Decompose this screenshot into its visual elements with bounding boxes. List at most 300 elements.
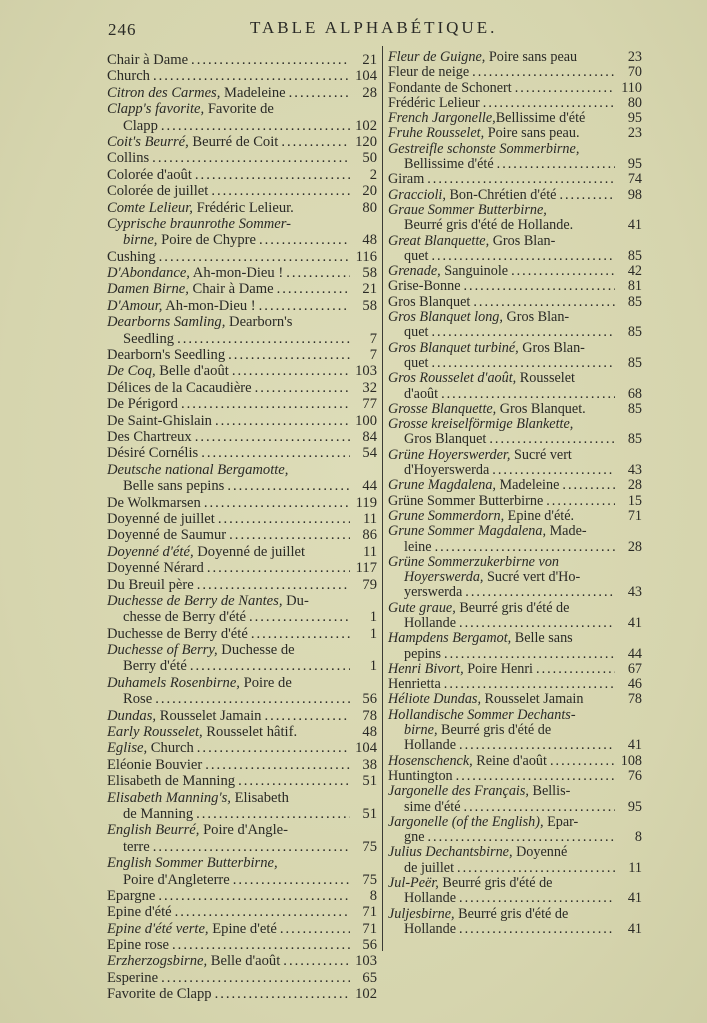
entry-text: [388, 50, 577, 65]
entry-text: [388, 555, 559, 570]
entry-text: [107, 52, 188, 68]
page-reference: 104: [355, 68, 377, 85]
dot-leader: [536, 662, 615, 677]
page-reference: 85: [627, 400, 642, 417]
dot-leader: [550, 754, 615, 769]
index-entry: [388, 234, 642, 265]
entry-text: [404, 157, 494, 172]
page-reference: 74: [627, 171, 642, 188]
page-reference: 11: [628, 859, 642, 876]
entry-text: [388, 142, 579, 157]
entry-line: [388, 601, 642, 616]
entry-synonym: Great Blanquette,: [388, 232, 490, 249]
entry-text: [123, 118, 158, 134]
entry-text: [107, 462, 288, 478]
entry-line: [107, 265, 377, 281]
entry-name: Duchesse de Berry d'été: [107, 625, 248, 642]
entry-synonym: De Coq,: [107, 363, 156, 380]
entry-name: Rousselet Jamain: [481, 691, 584, 708]
entry-line: [388, 218, 642, 233]
entry-line: [107, 970, 377, 986]
index-entry: [107, 183, 377, 199]
entry-synonym: Clapp's favorite,: [107, 101, 205, 118]
page-number: 246: [108, 20, 137, 39]
entry-text: [404, 249, 428, 264]
entry-synonym: French Jargonelle,: [388, 110, 496, 127]
entry-name: Beurré gris d'été de: [454, 905, 569, 922]
entry-text: [123, 839, 150, 855]
entry-line: [388, 708, 642, 723]
entry-line: [107, 609, 377, 625]
index-entry: [107, 200, 377, 216]
index-entry: [388, 815, 642, 846]
page-reference: 15: [627, 492, 642, 509]
entry-text: [404, 325, 428, 340]
entry-text: [123, 331, 174, 347]
entry-name: Epine rose: [107, 937, 170, 954]
dot-leader: [211, 183, 350, 199]
entry-line: [388, 845, 642, 860]
entry-synonym: Héliote Dundas,: [388, 691, 481, 708]
index-entry: [107, 855, 377, 888]
entry-line: [388, 616, 642, 631]
entry-line: [388, 234, 642, 249]
dot-leader: [289, 85, 350, 101]
entry-name: chesse de Berry d'été: [123, 609, 246, 626]
entry-line: [388, 784, 642, 799]
entry-text: [388, 417, 573, 432]
entry-name: Madeleine: [495, 477, 560, 494]
entry-line: [388, 310, 642, 325]
entry-name: Hollande: [404, 614, 457, 631]
entry-name: Chair à Dame: [188, 281, 274, 298]
entry-text: [404, 218, 573, 233]
entry-text: [123, 609, 246, 625]
entry-name: Rose: [123, 691, 153, 708]
entry-line: [388, 754, 642, 769]
entry-synonym: Duhamels Rosenbirne,: [107, 674, 240, 691]
entry-text: [388, 264, 508, 279]
entry-text: [107, 85, 286, 101]
entry-name: d'Hoyerswerda: [404, 462, 490, 479]
entry-text: [388, 172, 424, 187]
index-entry: [388, 295, 642, 310]
entry-text: [107, 511, 215, 527]
entry-synonym: Comte Lelieur,: [107, 199, 193, 216]
entry-line: [388, 432, 642, 447]
index-entry: [388, 341, 642, 372]
entry-synonym: Grosse Blanquette,: [388, 400, 497, 417]
entry-line: [388, 65, 642, 80]
page-reference: 80: [627, 94, 642, 111]
entry-line: [388, 249, 642, 264]
entry-synonym: Deutsche national Bergamotte,: [107, 461, 289, 478]
entry-text: [107, 822, 288, 838]
entry-name: Colorée d'août: [107, 166, 192, 183]
index-column-right: [388, 50, 642, 937]
entry-line: [388, 126, 642, 141]
entry-name: Rousselet hâtif.: [202, 724, 298, 741]
entry-name: Gros Blan-: [502, 309, 570, 326]
entry-line: [388, 264, 642, 279]
dot-leader: [195, 167, 350, 183]
entry-name: Epine d'été: [107, 904, 172, 921]
index-entry: [107, 593, 377, 626]
entry-text: [107, 708, 261, 724]
dot-leader: [249, 609, 350, 625]
index-entry: [107, 445, 377, 461]
entry-synonym: birne,: [404, 722, 438, 739]
page-title: TABLE ALPHABÉTIQUE.: [250, 18, 498, 37]
entry-line: [388, 524, 642, 539]
index-entry: [107, 167, 377, 183]
entry-line: [388, 677, 642, 692]
dot-leader: [473, 295, 615, 310]
page-reference: 95: [627, 798, 642, 815]
entry-name: Poire d'Angle-: [199, 822, 288, 839]
entry-synonym: Juljesbirne,: [388, 905, 455, 922]
page-reference: 7: [369, 347, 377, 364]
dot-leader: [215, 413, 350, 429]
entry-name: Giram: [388, 171, 425, 188]
entry-synonym: Julius Dechantsbirne,: [388, 844, 513, 861]
dot-leader: [158, 888, 350, 904]
entry-line: [107, 872, 377, 888]
entry-line: [388, 157, 642, 172]
entry-name: Beurré gris d'été de: [438, 875, 553, 892]
entry-line: [107, 331, 377, 347]
entry-name: Rousselet Jamain: [156, 707, 262, 724]
page-reference: 85: [627, 324, 642, 341]
dot-leader: [483, 96, 615, 111]
entry-text: [107, 68, 150, 84]
entry-line: [388, 907, 642, 922]
page-reference: 21: [362, 281, 377, 298]
entry-synonym: Gestreifle schonste Sommerbirne,: [388, 140, 580, 157]
entry-text: [123, 691, 152, 707]
page-reference: 43: [627, 462, 642, 479]
entry-text: [388, 494, 543, 509]
entry-line: [388, 478, 642, 493]
page-reference: 21: [362, 52, 377, 68]
index-entry: [107, 790, 377, 823]
dot-leader: [227, 478, 350, 494]
page-reference: 71: [362, 904, 377, 921]
index-entry: [107, 429, 377, 445]
entry-name: Epine d'été.: [504, 507, 575, 524]
entry-text: [404, 830, 425, 845]
index-entry: [107, 281, 377, 297]
entry-text: [388, 815, 578, 830]
page-reference: 68: [627, 385, 642, 402]
dot-leader: [465, 585, 615, 600]
entry-line: [388, 188, 642, 203]
index-entry: [107, 314, 377, 347]
page-reference: 8: [369, 887, 377, 904]
entry-synonym: Gros Blanquet turbiné,: [388, 339, 519, 356]
entry-text: [107, 527, 226, 543]
entry-name: Seedling: [123, 330, 175, 347]
index-entry: [107, 216, 377, 249]
index-entry: [107, 396, 377, 412]
index-entry: [107, 85, 377, 101]
page-reference: 7: [369, 330, 377, 347]
entry-name: Des Chartreux: [107, 428, 192, 445]
dot-leader: [431, 325, 615, 340]
page-reference: 103: [355, 953, 377, 970]
page-reference: 78: [627, 691, 642, 708]
dot-leader: [259, 232, 350, 248]
dot-leader: [197, 740, 350, 756]
entry-name: sime d'été: [404, 798, 461, 815]
entry-name: quet: [404, 354, 429, 371]
entry-line: [107, 167, 377, 183]
dot-leader: [161, 970, 350, 986]
entry-text: [107, 150, 149, 166]
entry-name: Hollande: [404, 737, 457, 754]
entry-line: [107, 986, 377, 1002]
page-reference: 85: [627, 247, 642, 264]
page-reference: 23: [627, 125, 642, 142]
entry-text: [107, 675, 292, 691]
entry-text: [388, 509, 574, 524]
entry-synonym: Grüne Hoyerswerder,: [388, 446, 511, 463]
entry-name: Rousselet: [516, 370, 575, 387]
index-entry: [388, 142, 642, 173]
entry-name: Madeleine: [220, 84, 286, 101]
entry-name: Du-: [282, 592, 309, 609]
entry-name: Sucré vert d'Ho-: [483, 569, 581, 586]
entry-line: [107, 183, 377, 199]
entry-line: [388, 647, 642, 662]
entry-line: [388, 279, 642, 294]
entry-line: [107, 445, 377, 461]
page-reference: 43: [627, 584, 642, 601]
page-reference: 67: [627, 660, 642, 677]
page-reference: 65: [362, 969, 377, 986]
index-entry: [107, 970, 377, 986]
dot-leader: [191, 52, 350, 68]
dot-leader: [497, 157, 615, 172]
entry-name: De Périgord: [107, 396, 178, 413]
dot-leader: [172, 937, 350, 953]
index-entry: [107, 986, 377, 1002]
entry-line: [107, 101, 377, 117]
entry-text: [388, 876, 552, 891]
entry-line: [107, 118, 377, 134]
index-entry: [107, 150, 377, 166]
index-entry: [388, 402, 642, 417]
entry-name: terre: [123, 838, 150, 855]
entry-line: [107, 675, 377, 691]
index-entry: [388, 769, 642, 784]
dot-leader: [159, 249, 350, 265]
dot-leader: [459, 922, 615, 937]
dot-leader: [177, 331, 350, 347]
index-entry: [107, 134, 377, 150]
entry-name: Colorée de juillet: [107, 183, 209, 200]
dot-leader: [286, 265, 350, 281]
entry-text: [107, 560, 204, 576]
entry-line: [107, 511, 377, 527]
entry-line: [388, 830, 642, 845]
index-entry: [107, 298, 377, 314]
index-entry: [388, 754, 642, 769]
entry-text: [107, 953, 280, 969]
entry-synonym: Grosse kreiselförmige Blankette,: [388, 416, 574, 433]
page-reference: 56: [362, 691, 377, 708]
entry-name: Grüne Sommer Butterbirne: [388, 492, 544, 509]
dot-leader: [431, 249, 615, 264]
page-reference: 44: [362, 478, 377, 495]
entry-synonym: Coit's Beurré,: [107, 133, 189, 150]
entry-name: Dearborn's: [225, 314, 293, 331]
entry-name: Huntington: [388, 767, 453, 784]
page-reference: 28: [627, 538, 642, 555]
index-entry: [388, 203, 642, 234]
entry-name: Fondante de Schonert: [388, 79, 512, 96]
dot-leader: [259, 298, 350, 314]
page-reference: 41: [627, 737, 642, 754]
page-reference: 86: [362, 527, 377, 544]
entry-name: gne: [404, 829, 425, 846]
entry-text: [107, 101, 274, 117]
index-entry: [107, 757, 377, 773]
dot-leader: [511, 264, 615, 279]
dot-leader: [152, 150, 350, 166]
entry-text: [107, 167, 192, 183]
entry-line: [107, 281, 377, 297]
dot-leader: [155, 691, 350, 707]
entry-line: [107, 216, 377, 232]
page-reference: 95: [627, 110, 642, 127]
entry-synonym: Cyprische braunrothe Sommer-: [107, 215, 291, 232]
entry-line: [107, 577, 377, 593]
entry-synonym: Duchesse de Berry de Nantes,: [107, 592, 283, 609]
index-entry: [107, 462, 377, 495]
entry-text: [388, 96, 480, 111]
entry-text: [107, 593, 309, 609]
page-reference: 1: [369, 658, 377, 675]
dot-leader: [233, 872, 350, 888]
page-reference: 119: [355, 494, 377, 511]
index-entry: [388, 555, 642, 601]
index-entry: [388, 478, 642, 493]
page-reference: 117: [355, 560, 377, 577]
index-entry: [107, 347, 377, 363]
entry-text: [123, 478, 224, 494]
dot-leader: [464, 279, 616, 294]
entry-synonym: Damen Birne,: [107, 281, 189, 298]
entry-synonym: Fruhe Rousselet,: [388, 125, 485, 142]
page-reference: 81: [627, 278, 642, 295]
index-entry: [107, 708, 377, 724]
entry-name: Esperine: [107, 969, 159, 986]
entry-line: [388, 96, 642, 111]
entry-text: [404, 891, 456, 906]
entry-line: [388, 738, 642, 753]
dot-leader: [190, 658, 350, 674]
page-reference: 108: [620, 752, 642, 769]
entry-line: [388, 325, 642, 340]
index-entry: [388, 371, 642, 402]
entry-text: [404, 356, 428, 371]
entry-text: [107, 216, 291, 232]
page-reference: 84: [362, 428, 377, 445]
entry-name: de juillet: [404, 859, 455, 876]
entry-line: [107, 888, 377, 904]
dot-leader: [472, 65, 615, 80]
entry-name: Bellissime d'été: [404, 156, 494, 173]
entry-synonym: Grenade,: [388, 263, 441, 280]
index-entry: [107, 249, 377, 265]
dot-leader: [277, 281, 350, 297]
entry-text: [107, 626, 248, 642]
index-entry: [388, 279, 642, 294]
entry-synonym: Dundas,: [107, 707, 157, 724]
dot-leader: [251, 626, 350, 642]
entry-text: [388, 845, 567, 860]
entry-text: [388, 111, 585, 126]
entry-line: [107, 527, 377, 543]
entry-text: [404, 616, 456, 631]
entry-text: [388, 662, 533, 677]
entry-line: [107, 691, 377, 707]
entry-line: [107, 904, 377, 920]
entry-synonym: Grune Sommer Magdalena,: [388, 523, 547, 540]
entry-synonym: Graue Sommer Butterbirne,: [388, 201, 547, 218]
entry-synonym: Jargonelle (of the English),: [388, 813, 544, 830]
entry-text: [388, 692, 583, 707]
entry-synonym: Eglise,: [107, 740, 148, 757]
page-reference: 28: [362, 84, 377, 101]
entry-text: [107, 986, 212, 1002]
dot-leader: [441, 387, 615, 402]
page-reference: 44: [627, 645, 642, 662]
page-reference: 20: [362, 183, 377, 200]
index-entry: [388, 65, 642, 80]
entry-name: Bellis-: [528, 783, 571, 800]
entry-line: [107, 740, 377, 756]
entry-name: d'août: [404, 385, 439, 402]
entry-name: Poire de Chypre: [157, 232, 256, 249]
column-divider: [382, 46, 383, 951]
entry-synonym: Grune Magdalena,: [388, 477, 496, 494]
entry-name: Poire sans peau: [485, 49, 578, 65]
dot-leader: [264, 708, 350, 724]
index-entry: [107, 560, 377, 576]
entry-name: Ah-mon-Dieu !: [189, 265, 284, 282]
entry-text: [107, 445, 198, 461]
entry-line: [107, 85, 377, 101]
entry-text: [404, 540, 432, 555]
entry-synonym: Erzherzogsbirne,: [107, 953, 208, 970]
index-entry: [107, 413, 377, 429]
entry-name: Favorite de Clapp: [107, 986, 212, 1003]
entry-line: [388, 494, 642, 509]
entry-line: [388, 463, 642, 478]
entry-name: Epar-: [543, 813, 579, 830]
entry-name: Doyenné de juillet: [193, 543, 306, 560]
page-reference: 2: [369, 166, 377, 183]
index-entry: [107, 888, 377, 904]
entry-line: [388, 555, 642, 570]
entry-name: De Saint-Ghislain: [107, 412, 212, 429]
entry-name: Gros Blan-: [489, 232, 556, 249]
page-reference: 71: [362, 920, 377, 937]
dot-leader: [218, 511, 350, 527]
entry-line: [388, 540, 642, 555]
